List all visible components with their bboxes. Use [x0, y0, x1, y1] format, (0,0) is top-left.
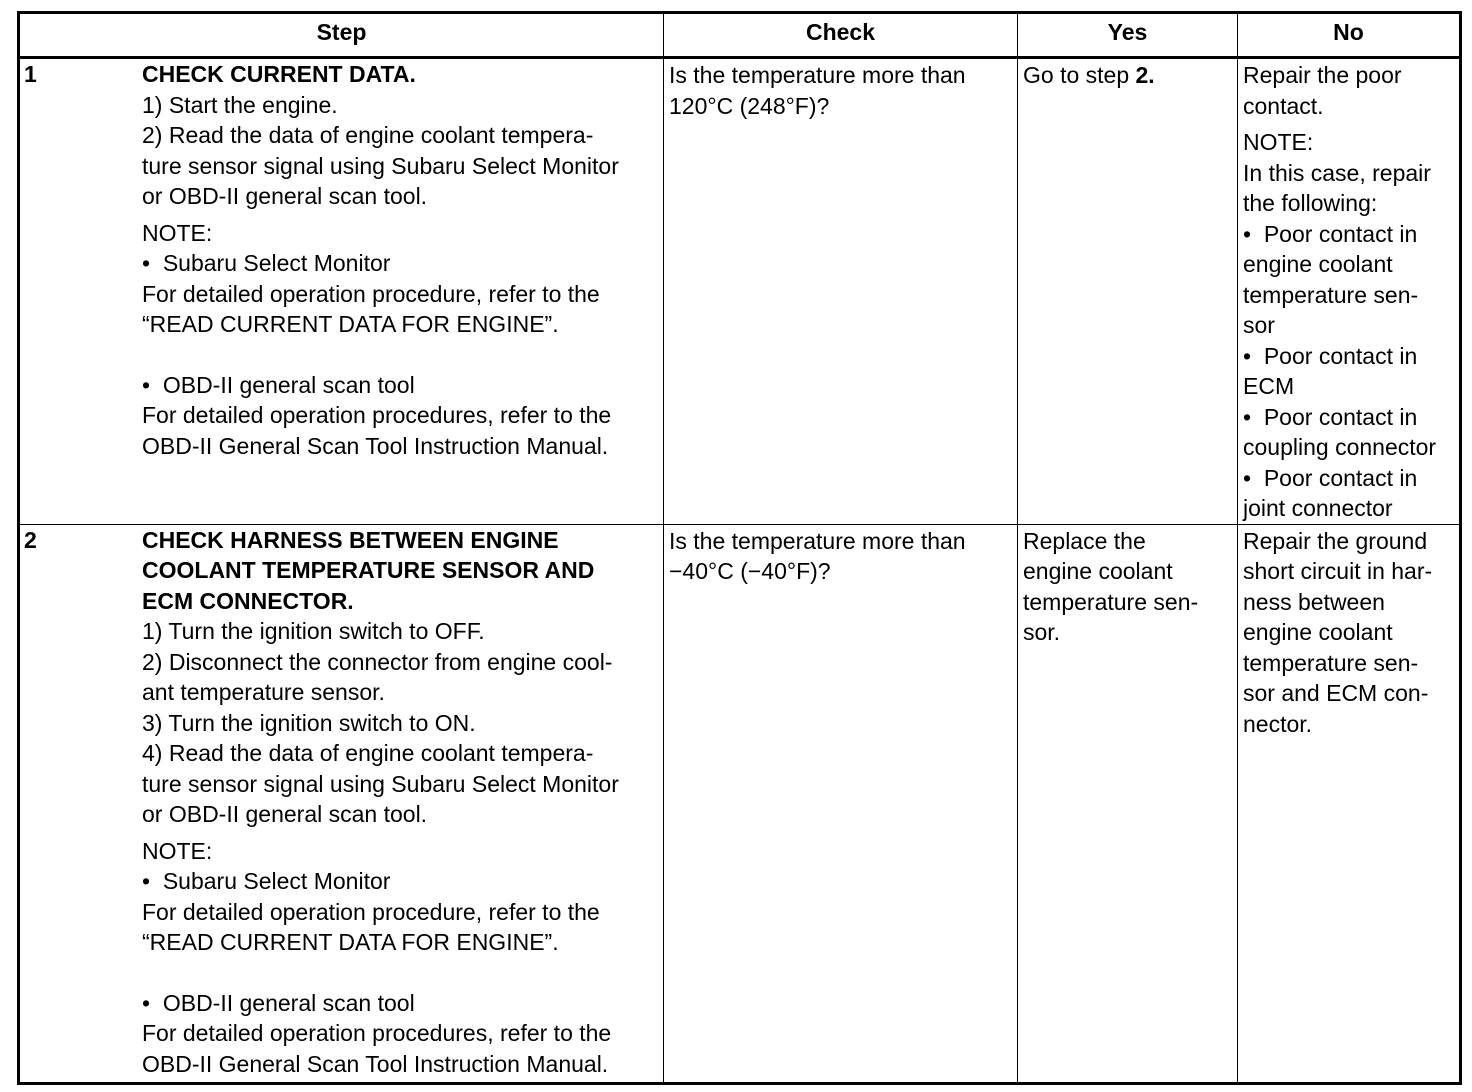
yes-line: sor.	[1023, 619, 1061, 645]
yes-line: temperature sen-	[1023, 588, 1199, 615]
step-line: 1) Start the engine.	[142, 91, 338, 118]
step-line: 4) Read the data of engine coolant tempera-	[142, 740, 594, 766]
header-step: Step	[19, 13, 664, 58]
step-line: ant temperature sensor.	[142, 679, 385, 705]
yes-line: Replace the	[1023, 527, 1146, 554]
no-bullet-line: temperature sen-	[1243, 281, 1419, 308]
note-bullet: • Subaru Select Monitor	[142, 866, 659, 897]
no-line: temperature sen-	[1243, 649, 1419, 676]
note-bullet: • Subaru Select Monitor	[142, 248, 659, 279]
no-bullet-line: joint connector	[1243, 495, 1393, 521]
note-line: “READ CURRENT DATA FOR ENGINE”.	[142, 929, 559, 955]
check-line: −40°C (−40°F)?	[669, 558, 831, 584]
check-line: Is the temperature more than	[669, 527, 966, 554]
note-line: For detailed operation procedures, refer to the	[142, 402, 612, 428]
note-bullet: • OBD-II general scan tool	[142, 370, 659, 401]
note-line: OBD-II General Scan Tool Instruction Manual.	[142, 432, 609, 459]
no-bullet-line: engine coolant	[1243, 251, 1393, 277]
step-number: 1	[24, 61, 37, 87]
check-line: Is the temperature more than	[669, 62, 966, 88]
no-note-line: In this case, repair	[1243, 159, 1431, 186]
note-line: For detailed operation procedures, refer to the	[142, 1020, 612, 1046]
no-line: sor and ECM con-	[1243, 680, 1429, 706]
header-check: Check	[664, 13, 1018, 58]
note-line: “READ CURRENT DATA FOR ENGINE”.	[142, 311, 559, 337]
step-line: ture sensor signal using Subaru Select Monitor	[142, 770, 619, 797]
no-cell	[1238, 58, 1461, 525]
step-title: ECM CONNECTOR.	[142, 587, 354, 614]
no-bullet: • Poor contact in	[1243, 341, 1454, 372]
yes-text: Go to step 2.	[1023, 62, 1155, 88]
step-title: CHECK HARNESS BETWEEN ENGINE	[142, 526, 559, 553]
no-cell	[1238, 524, 1461, 1083]
no-line: short circuit in har-	[1243, 558, 1433, 584]
no-note-label: NOTE:	[1243, 129, 1314, 155]
no-line: contact.	[1243, 92, 1324, 119]
step-line: ture sensor signal using Subaru Select Monitor	[142, 152, 619, 179]
no-bullet-line: ECM	[1243, 373, 1295, 399]
step-cell	[19, 58, 664, 525]
no-note-line: the following:	[1243, 190, 1378, 216]
yes-cell	[1018, 58, 1238, 525]
no-line: Repair the ground	[1243, 527, 1428, 554]
no-bullet: • Poor contact in	[1243, 402, 1454, 433]
no-bullet: • Poor contact in	[1243, 219, 1454, 250]
step-cell	[19, 524, 664, 1083]
goto-step-ref: 2.	[1135, 62, 1155, 88]
step-line: 2) Disconnect the connector from engine cool-	[142, 648, 613, 675]
no-line: nector.	[1243, 710, 1313, 737]
step-title: COOLANT TEMPERATURE SENSOR AND	[142, 557, 595, 583]
step-line: or OBD-II general scan tool.	[142, 183, 428, 209]
header-row	[19, 13, 1461, 58]
note-label: NOTE:	[142, 219, 213, 246]
note-label: NOTE:	[142, 837, 213, 864]
table-row	[19, 58, 1461, 525]
yes-line: engine coolant	[1023, 558, 1173, 584]
header-no: No	[1238, 13, 1461, 58]
note-line: For detailed operation procedure, refer to the	[142, 280, 600, 307]
check-line: 120°C (248°F)?	[669, 92, 830, 119]
no-line: ness between	[1243, 588, 1385, 615]
step-line: 1) Turn the ignition switch to OFF.	[142, 618, 485, 644]
no-line: Repair the poor	[1243, 62, 1402, 88]
note-bullet: • OBD-II general scan tool	[142, 988, 659, 1019]
no-line: engine coolant	[1243, 619, 1393, 645]
step-line: 3) Turn the ignition switch to ON.	[142, 709, 476, 736]
step-number: 2	[24, 526, 37, 553]
check-cell	[664, 524, 1018, 1083]
diagnostic-table	[17, 11, 1462, 1085]
yes-cell	[1018, 524, 1238, 1083]
no-bullet-line: sor	[1243, 312, 1275, 338]
note-line: For detailed operation procedure, refer to the	[142, 898, 600, 925]
no-bullet-line: coupling connector	[1243, 434, 1437, 460]
header-yes: Yes	[1018, 13, 1238, 58]
step-line: or OBD-II general scan tool.	[142, 801, 428, 827]
table-row	[19, 524, 1461, 1083]
step-title: CHECK CURRENT DATA.	[142, 61, 416, 87]
step-line: 2) Read the data of engine coolant tempera-	[142, 122, 594, 148]
note-line: OBD-II General Scan Tool Instruction Manual.	[142, 1050, 609, 1077]
check-cell	[664, 58, 1018, 525]
no-bullet: • Poor contact in	[1243, 463, 1454, 494]
